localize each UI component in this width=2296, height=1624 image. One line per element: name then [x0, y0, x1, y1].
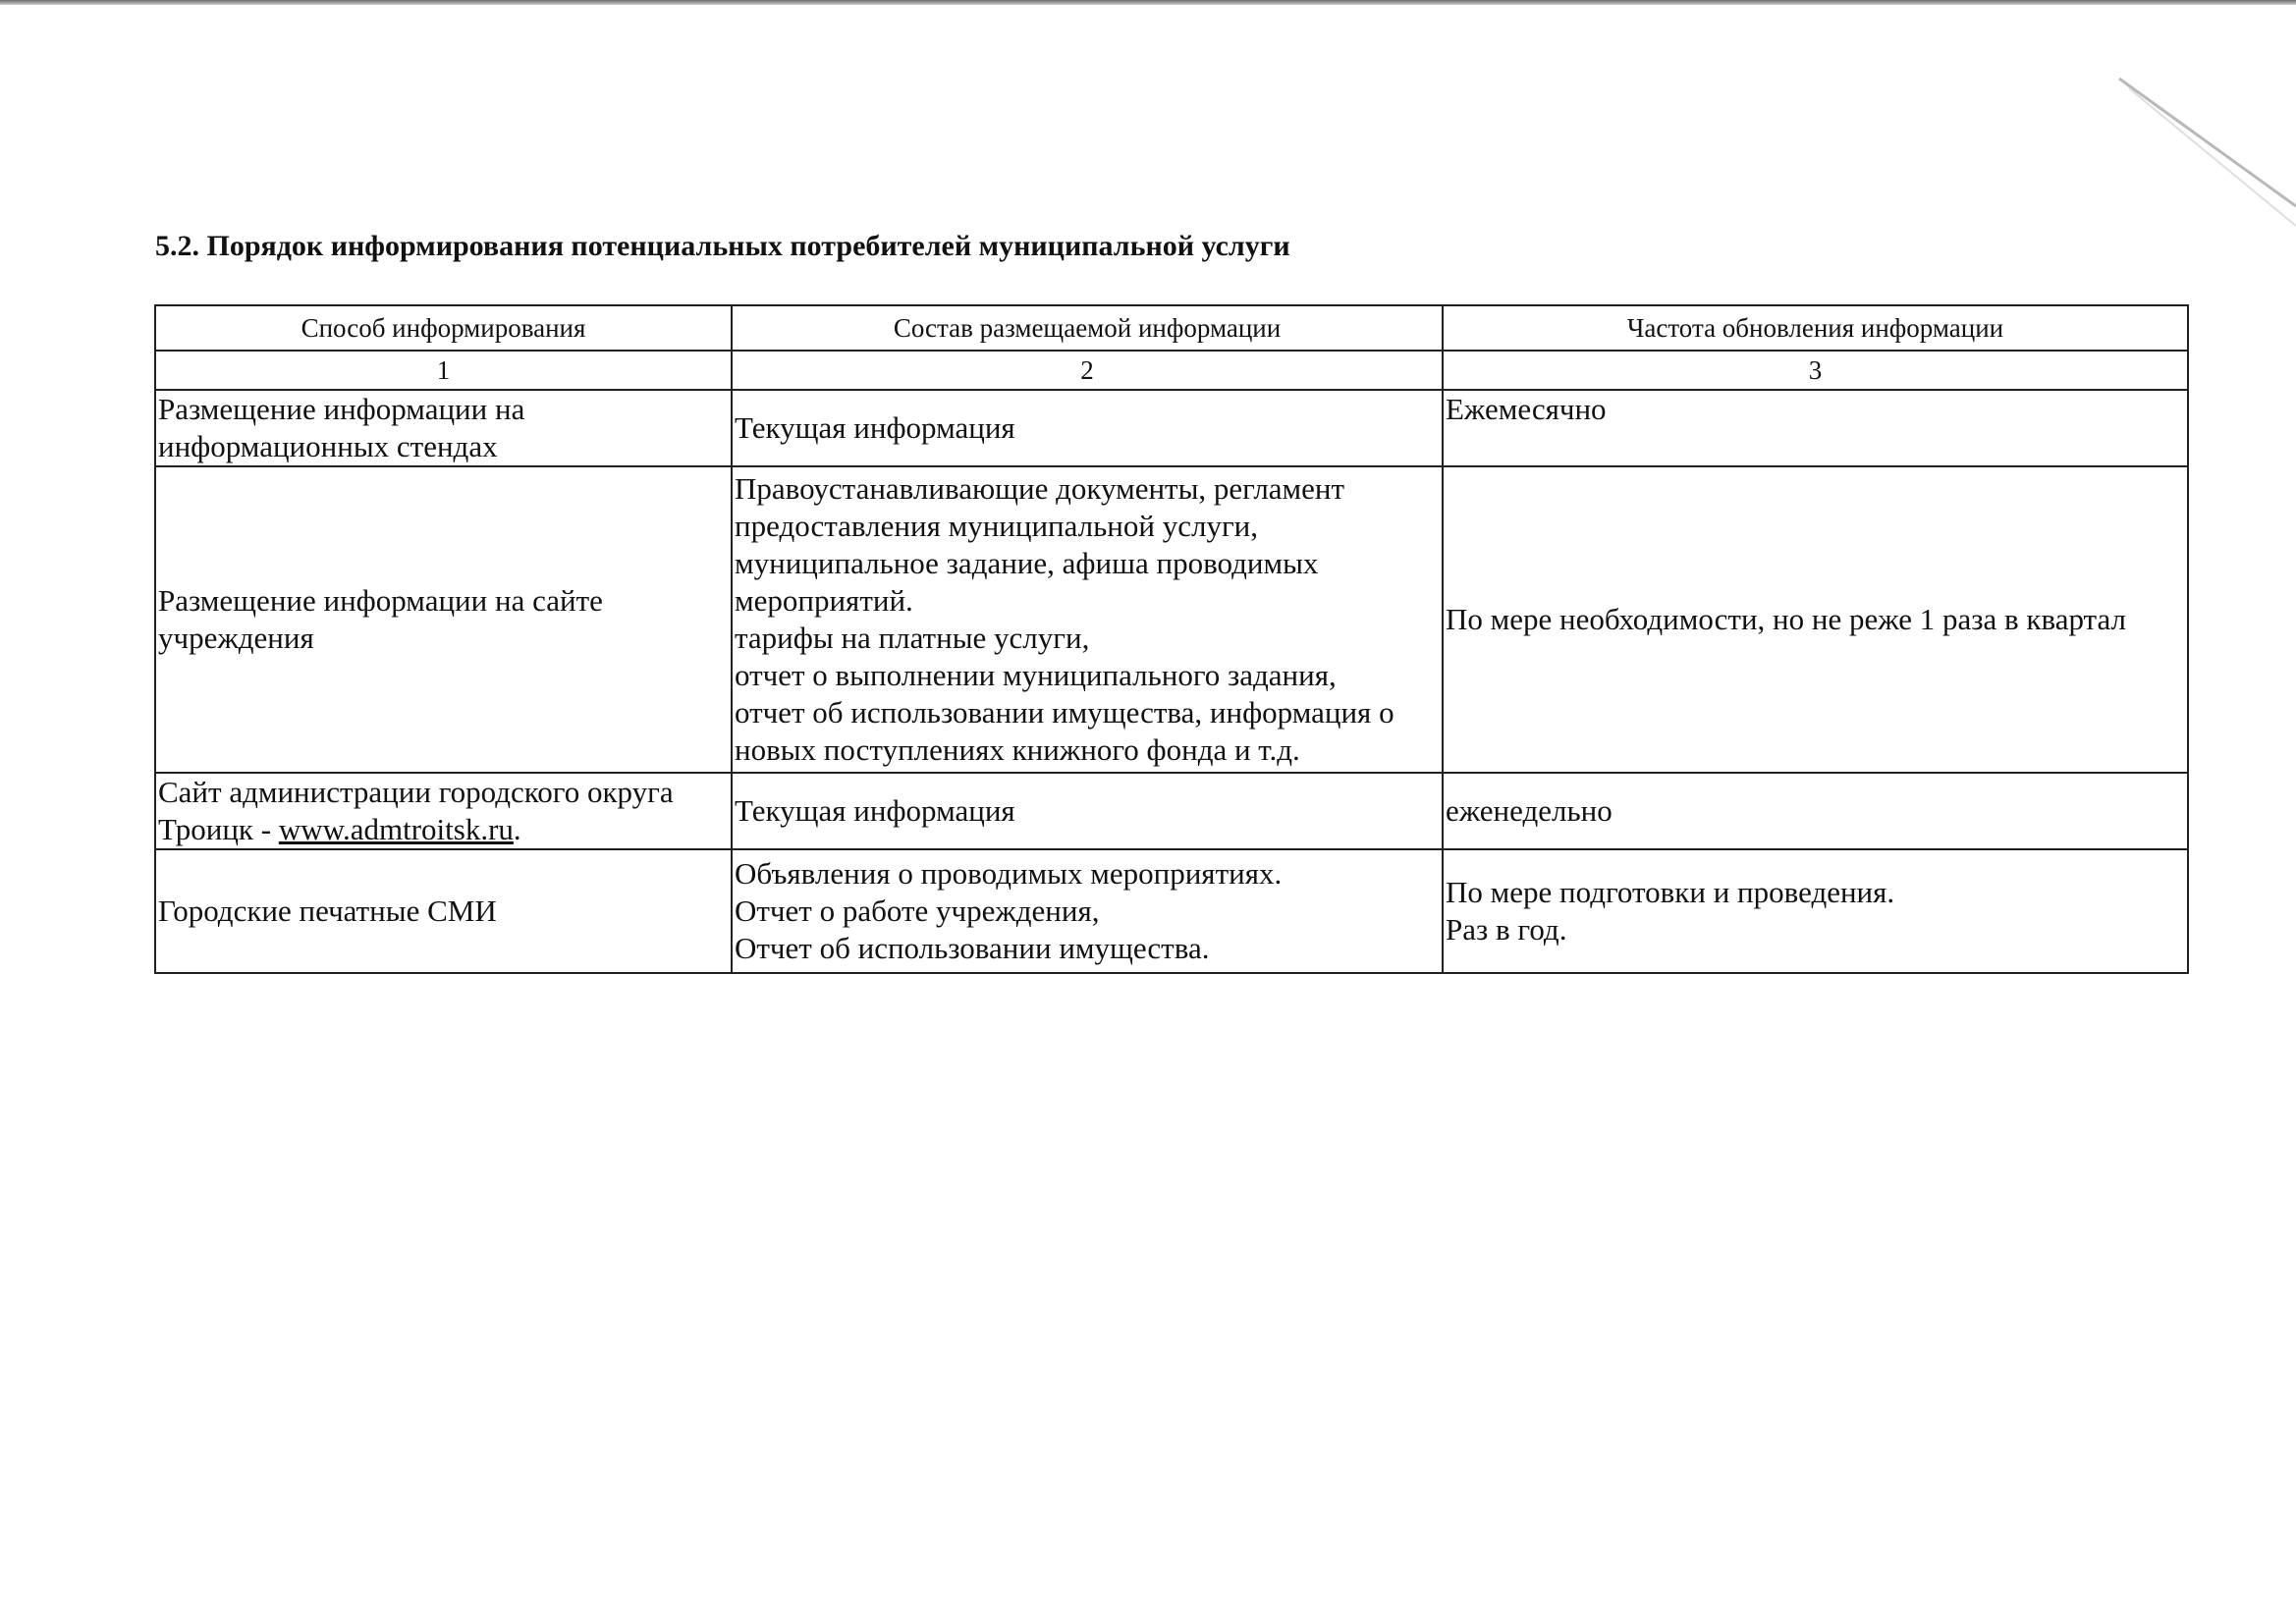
- scan-edge: [0, 0, 2296, 5]
- table-row: [155, 390, 2188, 466]
- frequency-cell: По мере необходимости, но не реже 1 раза в квартал: [1443, 466, 2188, 773]
- header-row: [155, 305, 2188, 351]
- table-row: [155, 773, 2188, 849]
- frequency-cell: По мере подготовки и проведения. Раз в год.: [1443, 849, 2188, 973]
- frequency-cell: Ежемесячно: [1443, 390, 2188, 466]
- method-cell: [155, 773, 732, 849]
- column-number: 3: [1443, 351, 2188, 390]
- method-text: Сайт администрации городского округа Троицк -: [158, 775, 674, 846]
- column-number: 2: [732, 351, 1443, 390]
- method-text-end: .: [513, 812, 521, 846]
- content-cell: Текущая информация: [732, 390, 1443, 466]
- method-cell: Городские печатные СМИ: [155, 849, 732, 973]
- section-title: 5.2. Порядок информирования потенциальных потребителей муниципальной услуги: [155, 230, 1290, 262]
- content-cell: Текущая информация: [732, 773, 1443, 849]
- header-method: Способ информирования: [155, 305, 732, 351]
- header-content: Состав размещаемой информации: [732, 305, 1443, 351]
- header-frequency: Частота обновления информации: [1443, 305, 2188, 351]
- column-number: 1: [155, 351, 732, 390]
- method-cell: Размещение информации на сайте учреждения: [155, 466, 732, 773]
- frequency-cell: еженедельно: [1443, 773, 2188, 849]
- informing-table: [154, 304, 2189, 974]
- page-fold-mark: [2070, 59, 2296, 285]
- content-cell: Правоустанавливающие документы, регламент предоставления муниципальной услуги, муниципальное задание, афиша проводимых мероприятий. тарифы на платные услуги, отчет о выполнении муниципального задания, отчет об использовании имущества, информация о новых поступлениях книжного фонда и т.д.: [732, 466, 1443, 773]
- admin-site-link[interactable]: www.admtroitsk.ru: [278, 812, 514, 846]
- table-row: [155, 849, 2188, 973]
- column-number-row: [155, 351, 2188, 390]
- method-cell: Размещение информации на информационных стендах: [155, 390, 732, 466]
- table-row: [155, 466, 2188, 773]
- content-cell: Объявления о проводимых мероприятиях. Отчет о работе учреждения, Отчет об использовании имущества.: [732, 849, 1443, 973]
